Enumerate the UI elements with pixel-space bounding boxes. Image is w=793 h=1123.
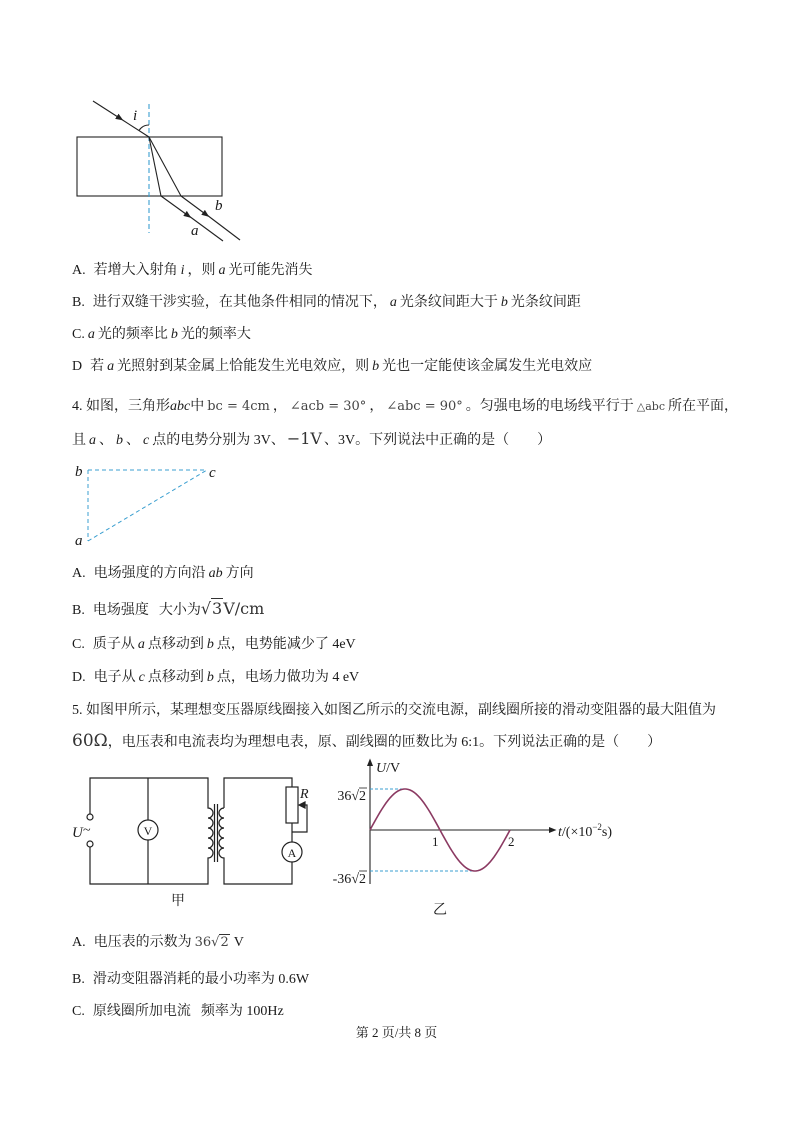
variable: b	[206, 637, 214, 652]
variable: a	[107, 359, 115, 374]
ray-label-a: a	[191, 223, 199, 239]
radical-sign: √	[211, 935, 220, 950]
option-text: 进行双缝干涉实验，在其他条件相同的情况下，	[92, 295, 387, 310]
ray-label-b: b	[215, 198, 223, 214]
variable: a	[137, 637, 145, 652]
stem-text: 、	[99, 433, 113, 448]
option-text: 原线圈所加电流	[92, 1004, 191, 1019]
math-number: 36	[194, 935, 212, 950]
stem-text: 4. 如图，三角形	[72, 399, 170, 414]
option-letter: B.	[72, 603, 85, 618]
option-letter: C.	[72, 1004, 85, 1019]
variable: b	[206, 670, 214, 685]
option-text: 光也一定能使该金属发生光电效应	[382, 359, 593, 374]
stem-text: ，	[369, 399, 384, 414]
vertex-label-c: c	[209, 465, 216, 481]
q4-stem-line-2	[72, 429, 551, 451]
variable: ab	[208, 566, 223, 581]
option-text: 光条纹间距	[510, 295, 581, 310]
option-text: 点，电势能减少了 4eV	[216, 637, 356, 652]
option-text: 若	[90, 359, 105, 374]
exit-ray-b	[207, 215, 240, 240]
q5-option-a	[72, 933, 244, 953]
option-letter: C.	[72, 637, 85, 652]
unit: V/cm	[223, 599, 265, 618]
q4-option-b	[72, 599, 264, 621]
radicand: 3	[212, 599, 223, 618]
q3-option-d	[72, 357, 592, 377]
resistance-value: 60Ω	[72, 731, 108, 751]
x-axis-label: $t/(\times 10^{-2}s)$	[558, 822, 613, 840]
side-ac	[88, 470, 207, 541]
vertex-label-a: a	[75, 533, 83, 549]
variable: a	[87, 327, 95, 342]
option-text: 光的频率大	[180, 327, 251, 342]
secondary-coil-wire	[219, 808, 292, 884]
q4-option-d	[72, 668, 359, 688]
math-expression: △abc	[636, 400, 665, 413]
option-text: 频率为 100Hz	[200, 1004, 284, 1019]
rheostat-slider-arrow	[299, 802, 305, 808]
option-text: 电场强度的方向沿	[93, 566, 206, 581]
stem-text: 点的电势分别为 3V、	[152, 433, 285, 448]
option-letter: A.	[72, 935, 86, 950]
option-letter: D.	[72, 670, 86, 685]
math-expression: ∠acb = 30°	[289, 399, 367, 414]
stem-text: 5. 如图甲所示，某理想变压器原线圈接入如图乙所示的交流电源，副线圈所接的滑动变阻器的最大阻值为	[72, 703, 716, 718]
triangle-figure	[88, 470, 207, 541]
option-letter: C.	[72, 327, 85, 342]
transformer-circuit	[87, 778, 307, 884]
stem-text: ，	[272, 399, 287, 414]
q5-stem-line-1	[72, 701, 716, 721]
option-letter: A.	[72, 566, 86, 581]
stem-text: 、3V。下列说法中正确的是（ ）	[323, 433, 552, 448]
option-letter: D	[72, 359, 83, 374]
unit: V	[233, 935, 244, 950]
option-text: 滑动变阻器消耗的最小功率为 0.6W	[92, 972, 310, 987]
refracted-ray-a	[149, 137, 161, 196]
peak-value-label: 36√2	[337, 789, 366, 804]
input-terminal-bottom	[87, 841, 93, 847]
x-tick-1: 1	[432, 834, 439, 849]
option-text: 若增大入射角	[93, 263, 178, 278]
option-text: 大小为	[158, 603, 201, 618]
q4-option-a	[72, 564, 254, 584]
option-text: 光条纹间距大于	[399, 295, 498, 310]
circuit-caption: 甲	[171, 894, 185, 909]
variable: c	[143, 433, 150, 448]
incidence-angle-arc	[139, 125, 149, 131]
variable: a	[89, 433, 96, 448]
q3-option-b	[72, 293, 581, 313]
variable: abc	[170, 399, 191, 414]
voltage-graph	[370, 760, 555, 884]
variable: a	[218, 263, 226, 278]
option-letter: B.	[72, 972, 85, 987]
stem-text: 。匀强电场的电场线平行于	[465, 399, 634, 414]
rheostat-label: R	[300, 787, 309, 802]
secondary-wire-top	[224, 778, 292, 808]
option-text: 光可能先消失	[228, 263, 313, 278]
x-tick-2: 2	[508, 834, 515, 849]
option-text: 点移动到	[147, 670, 204, 685]
source-label-u: U	[72, 825, 83, 841]
q4-stem-line-1	[72, 397, 738, 417]
stem-text: 、	[126, 433, 140, 448]
rheostat-symbol	[286, 787, 298, 823]
variable: b	[116, 433, 123, 448]
stem-text: 且	[72, 433, 86, 448]
graph-caption: 乙	[433, 903, 447, 918]
angle-label-i: i	[133, 108, 138, 124]
variable: b	[500, 295, 508, 310]
option-text: 电压表的示数为	[93, 935, 192, 950]
option-text: ，则	[187, 263, 216, 278]
variable: b	[372, 359, 380, 374]
refracted-ray-b	[149, 137, 181, 196]
math-expression: bc = 4cm	[207, 399, 270, 414]
q3-option-c	[72, 325, 251, 345]
ac-symbol: ~	[83, 823, 91, 838]
input-terminal-top	[87, 814, 93, 820]
ammeter-label: A	[287, 846, 297, 860]
option-text: 点，电场力做功为 4 eV	[216, 670, 360, 685]
option-text: 点移动到	[147, 637, 204, 652]
variable: a	[389, 295, 397, 310]
q5-stem-line-2	[72, 731, 661, 753]
option-letter: B.	[72, 295, 85, 310]
stem-text: 中	[190, 399, 205, 414]
variable: i	[180, 263, 185, 278]
variable: b	[170, 327, 178, 342]
incident-ray	[93, 101, 122, 120]
voltmeter-label: V	[143, 824, 153, 838]
q4-option-c	[72, 635, 356, 655]
option-text: 电子从	[93, 670, 136, 685]
math-expression: ∠abc = 90°	[386, 399, 463, 414]
q3-option-a	[72, 261, 313, 281]
q5-option-c	[72, 1002, 284, 1022]
option-text: 方向	[225, 566, 254, 581]
option-text: 质子从	[92, 637, 135, 652]
page-footer: 第 2 页/共 8 页	[355, 1025, 438, 1040]
option-letter: A.	[72, 263, 86, 278]
y-axis-label: U/V	[376, 761, 401, 776]
vertex-label-b: b	[75, 464, 83, 480]
stem-text: ，电压表和电流表均为理想电表，原、副线圈的匝数比为 6:1。下列说法正确的是（ ）	[107, 735, 662, 750]
variable: c	[138, 670, 145, 685]
radical-sign: √	[200, 599, 212, 618]
option-text: 光的频率比	[97, 327, 168, 342]
stem-text: 所在平面，	[668, 399, 738, 414]
radicand: 2	[220, 935, 229, 950]
refraction-figure	[77, 101, 240, 241]
option-text: 电场强度	[92, 603, 149, 618]
option-text: 光照射到某金属上恰能发生光电效应，则	[117, 359, 370, 374]
trough-value-label: -36√2	[332, 872, 366, 887]
math-expression: −1V	[286, 429, 322, 448]
q5-option-b	[72, 970, 309, 990]
